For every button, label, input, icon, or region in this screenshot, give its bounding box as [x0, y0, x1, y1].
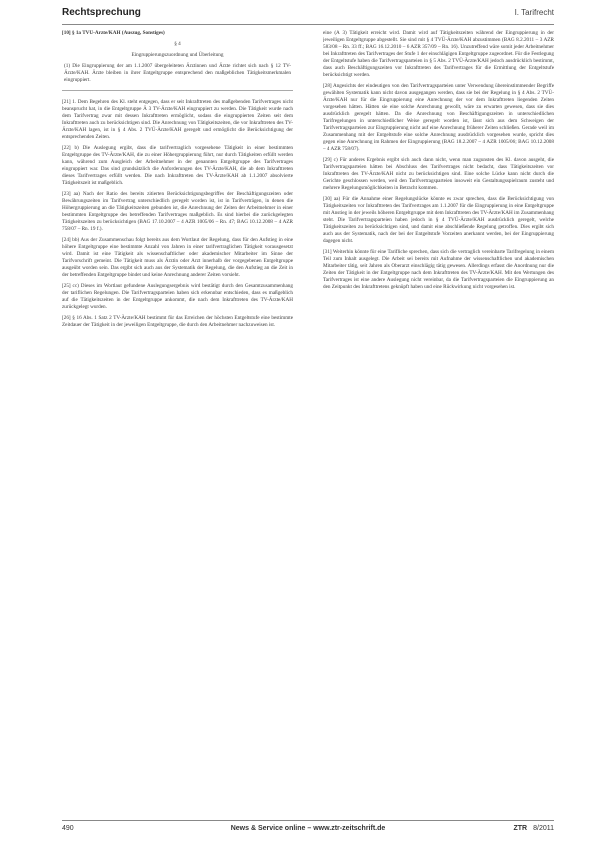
paragraph: [25] cc) Dieses im Wortlaut gefundene Auslegungsergebnis wird bestätigt durch den Gesamtzusammenhang der tariflichen Regelungen. Die Tarifvertragsparteien haben sich erkennbar entschieden, dass es maßgeblich auf die Tätigkeitszeiten in der Entgeltgruppe ankommt, die nach dem Inkrafttreten des TV-Ärzte/KAH zurückgelegt wurden.: [62, 283, 293, 310]
paragraph: [29] c) Für anderes Ergebnis ergibt sich auch dann nicht, wenn man zugunsten des Kl. davon ausgeht, die Tarifvertragsparteien hätten bei Abschluss des Tarifvertrages nicht bedacht, dass Tätigkeitszeiten vor Inkrafttreten des TV-Ärzte/KAH nicht zu berücksichtigen sind. Eine solche Lücke kann nicht durch die Gerichte geschlossen werden, weil den Tarifvertragsparteien insoweit ein Gestaltungsspielraum zusteht und mehrere Regelungsmöglichkeiten in Betracht kommen.: [323, 157, 554, 191]
paragraph: [31] Weiterhin könnte für eine Tarifliche sprechen, dass sich die vertraglich vereinbarte Tarifregelung in einem Teil zum Inhalt ausgelegt. Die Arbeit sei bereits mit Aufnahme der wissenschaftlichen und akademischen Mitarbeiter tätig, seit Jahren als Oberarzt einschlägig tätig gewesen. Allerdings erfasst die Anordnung nur die Zeiten der Tätigkeit in der Entgeltgruppe nach dem Inkrafttreten des TV-Ärzte/KAH. Mit den Wertungen des Tarifvertrages ist eine andere Auslegung nicht vereinbar, da die Tarifvertragsparteien die Eingruppierung an den Zeitpunkt des Inkrafttretens geknüpft haben und eine Rückwirkung nicht vorgesehen ist.: [323, 249, 554, 290]
journal-name: ZTR: [513, 825, 528, 832]
issue-number: 8/2011: [533, 825, 554, 832]
paragraph: [22] b) Die Auslegung ergibt, dass die tarifvertraglich vorgesehene Tätigkeit in einer bestimmten Entgeltgruppe des TV-Ärzte/KAH, die zu einer Höhergruppierung führt, nur durch Tätigkeiten erfüllt werden kann, während zum Ausgleich der Arbeitnehmer in der genannten Entgeltgruppe des Tarifvertrages eingruppiert war. Das sind grundsätzlich die Anforderungen des TV-Ärzte/KAH, die ab dem Inkrafttreten dieses Tarifvertrages erfüllt werden. Die nach Inkrafttreten des TV-Ärzte/KAH ab 1.1.2007 absolvierte Tätigkeitszeit ist maßgeblich.: [62, 145, 293, 186]
paragraph-mark: § 4: [174, 41, 181, 47]
page-number: 490: [62, 825, 74, 832]
paragraph: [21] 1. Dem Begehren des Kl. steht entgegen, dass er seit Inkrafttreten des maßgebenden Tarifvertrages nicht beansprucht hat, in die Entgeltgruppe Ä 3 TV-Ärzte/KAH eingruppiert zu werden. Die Tätigkeit wurde nach dem Tarifvertrag zwar mit dessen Inkrafttreten ermöglicht, sodass die eingruppierten Zeiten seit dem Inkrafttreten auch zu berücksichtigen sind. Die Anrechnung von Tätigkeitszeiten, die vor Inkrafttreten des TV-Ärzte/KAH lagen, ist in § 4 Abs. 2 TVÜ-Ärzte/KAH geregelt und ermöglicht die Berücksichtigung der entsprechenden Zeiten.: [62, 99, 293, 140]
header-title: Rechtsprechung: [62, 7, 141, 18]
paragraph-title: Eingruppierungszuordnung und Überleitung: [131, 52, 224, 58]
paragraph: [23] aa) Nach der Ratio des bereits zitierten Berücksichtigungsbegriffes der Beschäftigungszeiten oder Bewährungszeiten im Tarifvertrag unterschiedlich geregelt worden ist, ist in Tarifverträgen, in denen die Höhergruppierung an die Tätigkeitszeiten gebunden ist, die Anrechnung der Zeiten der Arbeitnehmer in einer bestimmten Entgeltgruppe des betreffenden Tarifvertrages maßgeblich. Es sind hierbei die zurückgelegten Tätigkeitszeiten zu berücksichtigen (BAG 17.10.2007 – 4 AZR 1005/06 – Rn. 47; BAG 10.12.2008 – 4 AZR 758/07 – Rn. 19 f.).: [62, 191, 293, 232]
right-column: [323, 30, 554, 810]
paragraph: [24] bb) Aus der Zusammenschau folgt bereits aus dem Wortlaut der Regelung, dass für den Aufstieg in eine höhere Entgeltgruppe eine bestimmte Anzahl von Jahren in einer tarifvertraglichen Tätigkeit vorausgesetzt wird. Damit ist eine Tätigkeit als wissenschaftlicher oder akademischer Mitarbeiter im Sinne der Tarifvorschrift gemeint. Die Tätigkeit muss als Ärztin oder Arzt innerhalb der vorgegebenen Entgeltgruppe ausgeübt worden sein. Das ergibt sich auch aus der Systematik der Regelung, die den Aufstieg an die Zeit in der betreffenden Entgeltgruppe bindet und keine Anrechnung anderer Zeiten vorsieht.: [62, 237, 293, 278]
page-footer: [62, 820, 554, 837]
footer-website: News & Service online – www.ztr-zeitschrift.de: [230, 825, 386, 832]
page-header: [62, 4, 554, 25]
paragraph: [30] aa) Für die Annahme einer Regelungslücke könnte es zwar sprechen, dass die Berücksichtigung von Tätigkeitszeiten vor Inkrafttreten des Tarifvertrages am 1.1.2007 für die Eingruppierung in eine Entgeltgruppe mit Anstieg in der jeweils höheren Entgeltgruppe mit dem Inkrafttreten des TV-Ärzte/KAH im Zusammenhang steht. Die Tarifvertragsparteien haben jedoch in § 4 TVÜ-Ärzte/KAH ausdrücklich geregelt, welche Tätigkeitszeiten zu berücksichtigen sind, und damit eine abschließende Regelung getroffen. Dies ergibt sich auch aus der Systematik, nach der bei der Entgeltstufe Vorzeiten anerkannt werden, bei der Eingruppierung dagegen nicht.: [323, 196, 554, 244]
paragraph: [28] Angesichts der eindeutigen von den Tarifvertragsparteien unter Verwendung übereinstimmender Begriffe gewählten Systematik kann nicht davon ausgegangen werden, dass sie bei der Regelung in § 4 Abs. 2 TVÜ-Ärzte/KAH nur für die Eingruppierung eine Anrechnung der vor dem Inkrafttreten liegenden Zeiten vorgesehen hätten. Hätten sie eine solche Anrechnung gewollt, wäre zu erwarten gewesen, dass sie dies ausdrücklich geregelt hätten. Da die Anrechnung von Beschäftigungszeiten in unterschiedlichen Tarifregelungen in unterschiedlicher Weise geregelt worden ist, lässt sich aus dem Schweigen der Tarifvertragsparteien zur Eingruppierung nicht auf eine Anrechnung früherer Zeiten schließen. Gerade weil im Zusammenhang mit der Entgeltstufe eine solche Anrechnung ausdrücklich vorgesehen wurde, spricht dies gegen eine Anrechnung im Rahmen der Eingruppierung (BAG 18.2.2007 – 4 AZR 1005/06; BAG 10.12.2008 – 4 AZR 758/07).: [323, 83, 554, 152]
paragraph: [26] § 16 Abs. 1 Satz 2 TV-Ärzte/KAH bestimmt für das Erreichen der höchsten Entgeltstufe eine bestimmte Zeitdauer der Tätigkeit in der jeweiligen Entgeltgruppe, die durch den Arbeitnehmer nachzuweisen ist.: [62, 315, 293, 328]
left-column: [62, 30, 293, 810]
footer-journal-issue: [514, 825, 555, 832]
header-section: I. Tarifrecht: [514, 8, 554, 17]
paragraph: eine (Ä 3) Tätigkeit erreicht wird. Damit wird auf Tätigkeitszeiten während der Eingruppierung in der jeweiligen Entgeltgruppe abgestellt. Sie sind mit § 4 TVÜ-Ärzte/KAH abzustimmen (BAG 8.2.2011 – 3 AZR 583/08 – Rn. 33 ff.; BAG 16.12.2010 – 6 AZR 357/09 – Rn. 16). Unzutreffend wäre somit jeder Arbeitnehmer bei Inkrafttreten des Tarifvertrages der Stufe 1 der einschlägigen Entgeltgruppe zugeordnet. Für die Festlegung der Entgeltstufe haben die Tarifvertragsparteien in § 5 Abs. 2 TVÜ-Ärzte/KAH jedoch ausdrücklich bestimmt, dass auch Beschäftigungszeiten vor Inkrafttreten des Tarifvertrages für die Ermittlung der Entgeltstufe berücksichtigt werden.: [323, 30, 554, 78]
quoted-regulation: (1) Die Eingruppierung der am 1.1.2007 übergeleiteten Ärztinnen und Ärzte richtet sich nach § 12 TV-Ärzte/KAH. Ärzte bleiben in ihrer Entgeltgruppe entsprechend den maßgeblichen Tätigkeitsmerkmalen eingruppiert.: [64, 63, 291, 83]
separator-line: [62, 90, 293, 91]
case-heading: [10] § 1a TVÜ-Ärzte/KAH (Auszug, Sonstiges): [62, 30, 165, 36]
